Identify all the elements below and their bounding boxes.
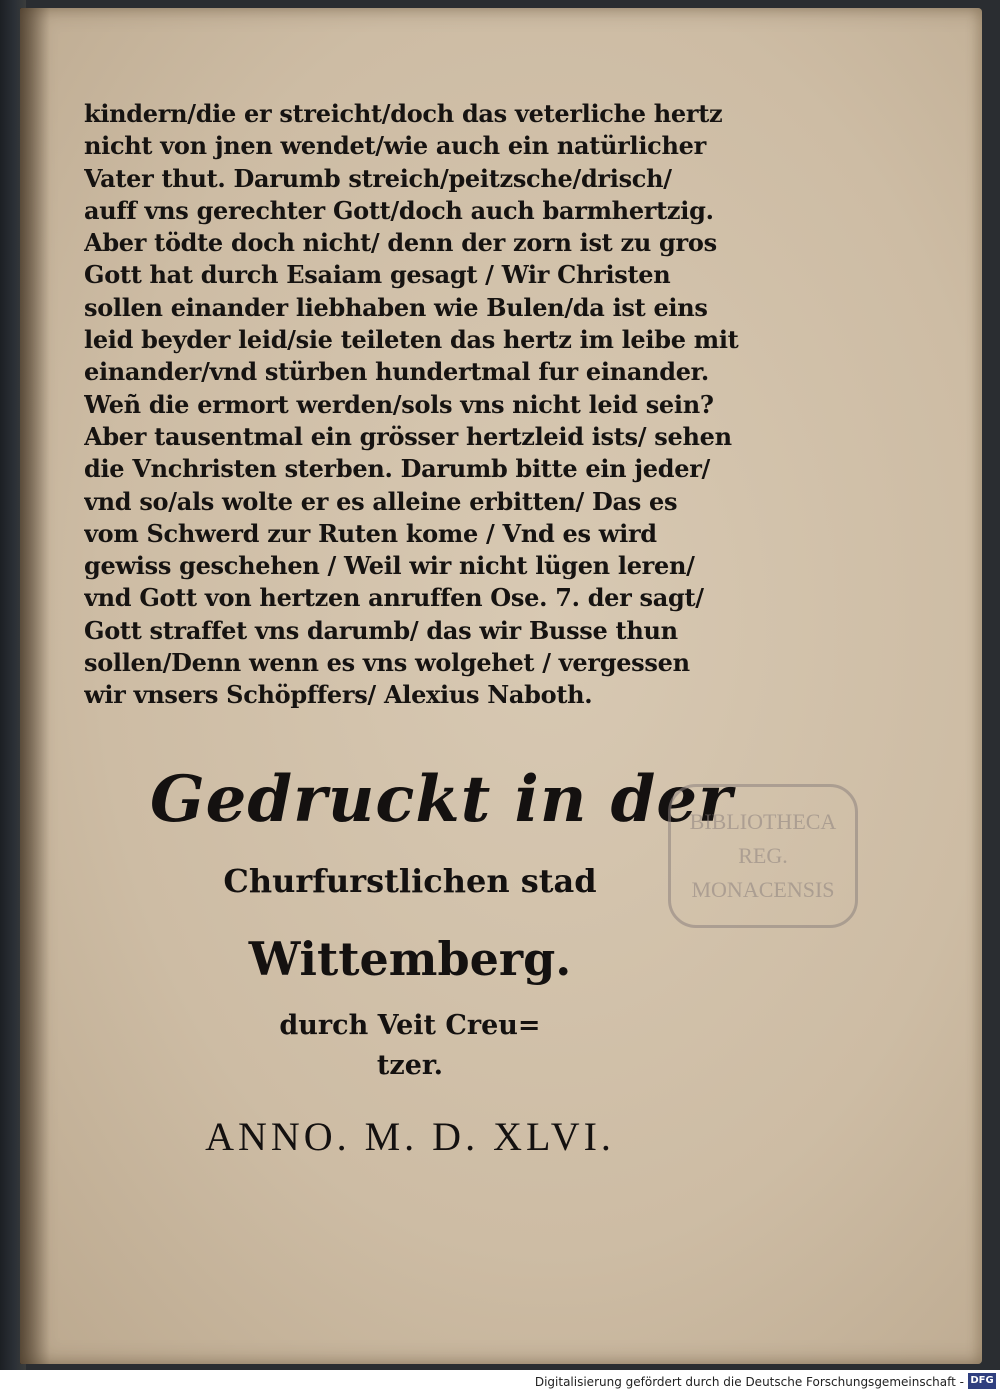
text-line: Aber tödte doch nicht/ denn der zorn ist zu gros <box>84 228 717 258</box>
stamp-line: MONACENSIS <box>691 877 835 902</box>
text-line: nicht von jnen wendet/wie auch ein natürlicher <box>84 131 706 161</box>
library-stamp <box>668 784 858 928</box>
imprint-year: ANNO. M. D. XLVI. <box>205 1114 615 1159</box>
page-gutter-shadow <box>20 8 50 1364</box>
footer-credit: Digitalisierung gefördert durch die Deutsche Forschungsgemeinschaft - <box>534 1375 964 1389</box>
imprint-printer: durch Veit Creu= <box>279 1010 541 1041</box>
imprint-city-line: Churfurstlichen stad <box>223 862 597 900</box>
text-line: wir vnsers Schöpffers/ Alexius Naboth. <box>84 680 593 710</box>
text-line: einander/vnd stürben hundertmal fur einander. <box>84 357 709 387</box>
text-line: Vater thut. Darumb streich/peitzsche/drisch/ <box>84 163 672 193</box>
text-line: auff vns gerechter Gott/doch auch barmhertzig. <box>84 195 714 225</box>
text-line: Weñ die ermort werden/sols vns nicht leid sein? <box>84 389 714 419</box>
text-line: sollen/Denn wenn es vns wolgehet / vergessen <box>84 648 690 678</box>
text-line: gewiss geschehen / Weil wir nicht lügen leren/ <box>84 551 695 581</box>
text-line: kindern/die er streicht/doch das veterliche hertz <box>84 99 723 128</box>
text-line: vnd Gott von hertzen anruffen Ose. 7. der sagt/ <box>84 583 704 613</box>
dfg-logo: DFG <box>968 1373 996 1389</box>
text-line: Aber tausentmal ein grösser hertzleid ists/ sehen <box>84 421 732 451</box>
stamp-line: REG. <box>738 843 788 868</box>
text-line: vom Schwerd zur Ruten kome / Vnd es wird <box>84 518 657 548</box>
imprint-title: Gedruckt in der <box>150 762 733 837</box>
text-line: leid beyder leid/sie teileten das hertz im leibe mit <box>84 325 739 355</box>
body-text <box>84 98 764 712</box>
text-line: vnd so/als wolte er es alleine erbitten/ Das es <box>84 486 678 516</box>
stamp-line: BIBLIOTHECA <box>689 809 837 834</box>
imprint-printer: tzer. <box>376 1050 444 1081</box>
digitization-footer <box>0 1370 1000 1395</box>
imprint-city: Wittemberg. <box>248 932 572 986</box>
text-line: Gott hat durch Esaiam gesagt / Wir Christen <box>84 260 671 290</box>
text-line: die Vnchristen sterben. Darumb bitte ein jeder/ <box>84 454 711 484</box>
text-line: sollen einander liebhaben wie Bulen/da ist eins <box>84 292 708 322</box>
text-line: Gott straffet vns darumb/ das wir Busse thun <box>84 615 678 645</box>
